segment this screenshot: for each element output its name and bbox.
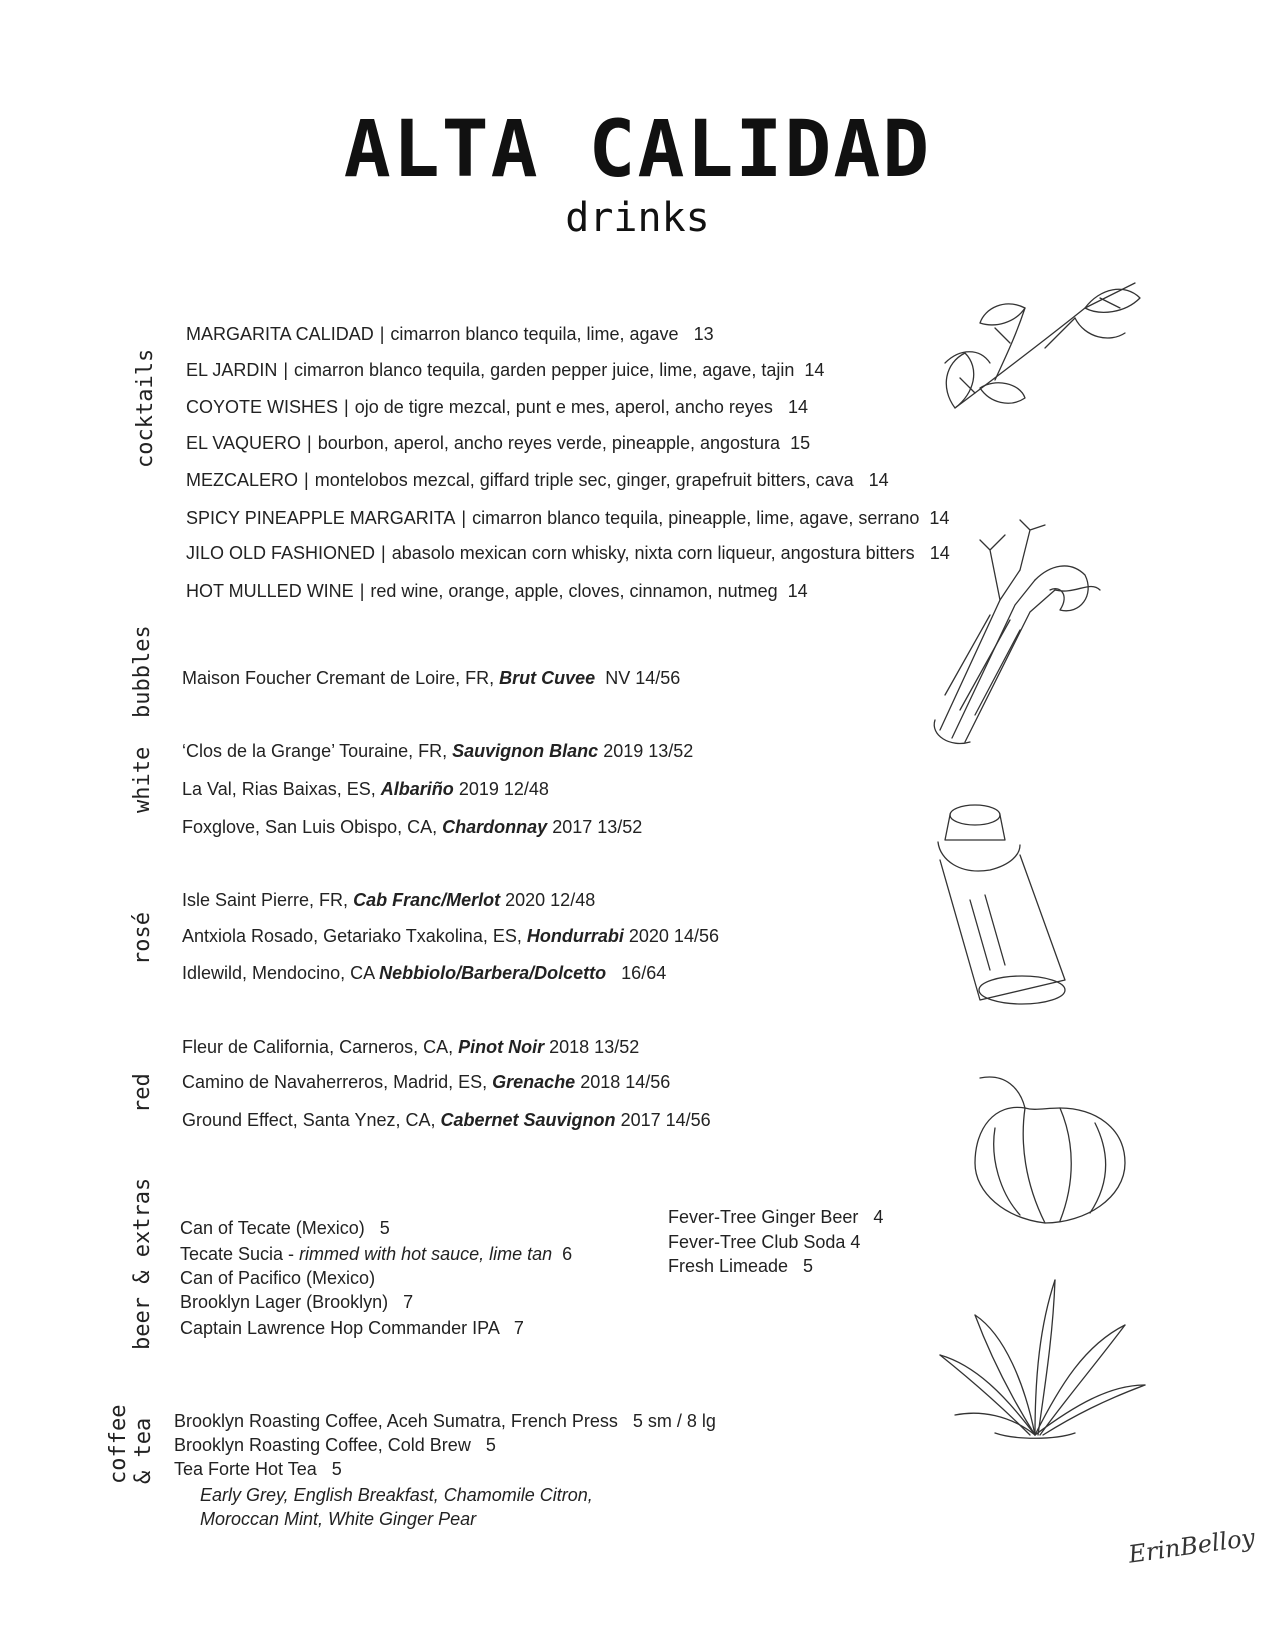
cocktail-item: MEZCALERO | montelobos mezcal, giffard triple sec, ginger, grapefruit bitters, cava 14	[186, 470, 889, 490]
wine-item: La Val, Rias Baixas, ES, Albariño 2019 12/48	[182, 779, 549, 799]
wine-item: Fleur de California, Carneros, CA, Pinot Noir 2018 13/52	[182, 1037, 640, 1057]
cocktail-item: EL JARDIN | cimarron blanco tequila, garden pepper juice, lime, agave, tajin 14	[186, 360, 825, 380]
beer-item: Tecate Sucia - rimmed with hot sauce, lime tan 6	[180, 1244, 573, 1264]
section-label-cocktails: cocktails	[133, 348, 158, 468]
section-label-white: white	[130, 746, 155, 813]
extra-item: Fresh Limeade 5	[668, 1256, 814, 1276]
coffee-item: Brooklyn Roasting Coffee, Cold Brew 5	[174, 1435, 496, 1455]
section-label-red: red	[130, 1073, 155, 1113]
wine-item: ‘Clos de la Grange’ Touraine, FR, Sauvignon Blanc 2019 13/52	[182, 741, 694, 761]
beer-item: Captain Lawrence Hop Commander IPA 7	[180, 1318, 524, 1338]
coffee-item: Brooklyn Roasting Coffee, Aceh Sumatra, French Press 5 sm / 8 lg	[174, 1411, 716, 1431]
menu-subtitle: drinks	[565, 195, 710, 241]
section-label-beer: beer & extras	[130, 1177, 155, 1350]
tea-flavors: Early Grey, English Breakfast, Chamomile Citron,	[200, 1485, 593, 1505]
section-label-coffee: coffee	[106, 1404, 131, 1484]
coffee-item: Tea Forte Hot Tea 5	[174, 1459, 342, 1479]
beer-item: Can of Pacifico (Mexico)	[180, 1268, 376, 1288]
section-label-rose: rosé	[130, 912, 155, 965]
wine-item: Camino de Navaherreros, Madrid, ES, Grenache 2018 14/56	[182, 1072, 671, 1092]
wine-item: Foxglove, San Luis Obispo, CA, Chardonnay 2017 13/52	[182, 817, 643, 837]
cocktail-item: SPICY PINEAPPLE MARGARITA | cimarron blanco tequila, pineapple, lime, agave, serrano 14	[186, 508, 950, 528]
wine-item: Idlewild, Mendocino, CA Nebbiolo/Barbera/Dolcetto 16/64	[182, 963, 667, 983]
celery-illustration	[920, 520, 1115, 750]
wine-item: Antxiola Rosado, Getariako Txakolina, ES, Hondurrabi 2020 14/56	[182, 926, 719, 946]
beer-item: Can of Tecate (Mexico) 5	[180, 1218, 390, 1238]
section-label-tea: & tea	[131, 1417, 156, 1484]
habanero-pepper-illustration	[965, 1073, 1135, 1233]
tomatillo-branch-illustration	[935, 268, 1150, 428]
cocktail-item: COYOTE WISHES | ojo de tigre mezcal, punt e mes, aperol, ancho reyes 14	[186, 397, 808, 417]
section-label-bubbles: bubbles	[130, 625, 155, 718]
cocktail-item: MARGARITA CALIDAD | cimarron blanco tequila, lime, agave 13	[186, 324, 714, 344]
artist-signature: ErinBelloy	[1126, 1523, 1257, 1569]
cocktail-shaker-illustration	[930, 800, 1080, 1015]
wine-item: Ground Effect, Santa Ynez, CA, Cabernet Sauvignon 2017 14/56	[182, 1110, 711, 1130]
cocktail-item: HOT MULLED WINE | red wine, orange, apple, cloves, cinnamon, nutmeg 14	[186, 581, 808, 601]
beer-item: Brooklyn Lager (Brooklyn) 7	[180, 1292, 414, 1312]
cocktail-item: EL VAQUERO | bourbon, aperol, ancho reyes verde, pineapple, angostura 15	[186, 433, 811, 453]
extra-item: Fever-Tree Ginger Beer 4	[668, 1207, 884, 1227]
menu-title: ALTA CALIDAD	[343, 105, 932, 195]
extra-item: Fever-Tree Club Soda 4	[668, 1232, 861, 1252]
wine-item: Maison Foucher Cremant de Loire, FR, Brut Cuvee NV 14/56	[182, 668, 681, 688]
tea-flavors: Moroccan Mint, White Ginger Pear	[200, 1509, 477, 1529]
wine-item: Isle Saint Pierre, FR, Cab Franc/Merlot 2020 12/48	[182, 890, 596, 910]
agave-plant-illustration	[935, 1275, 1150, 1445]
cocktail-item: JILO OLD FASHIONED | abasolo mexican corn whisky, nixta corn liqueur, angostura bitters 14	[186, 543, 950, 563]
